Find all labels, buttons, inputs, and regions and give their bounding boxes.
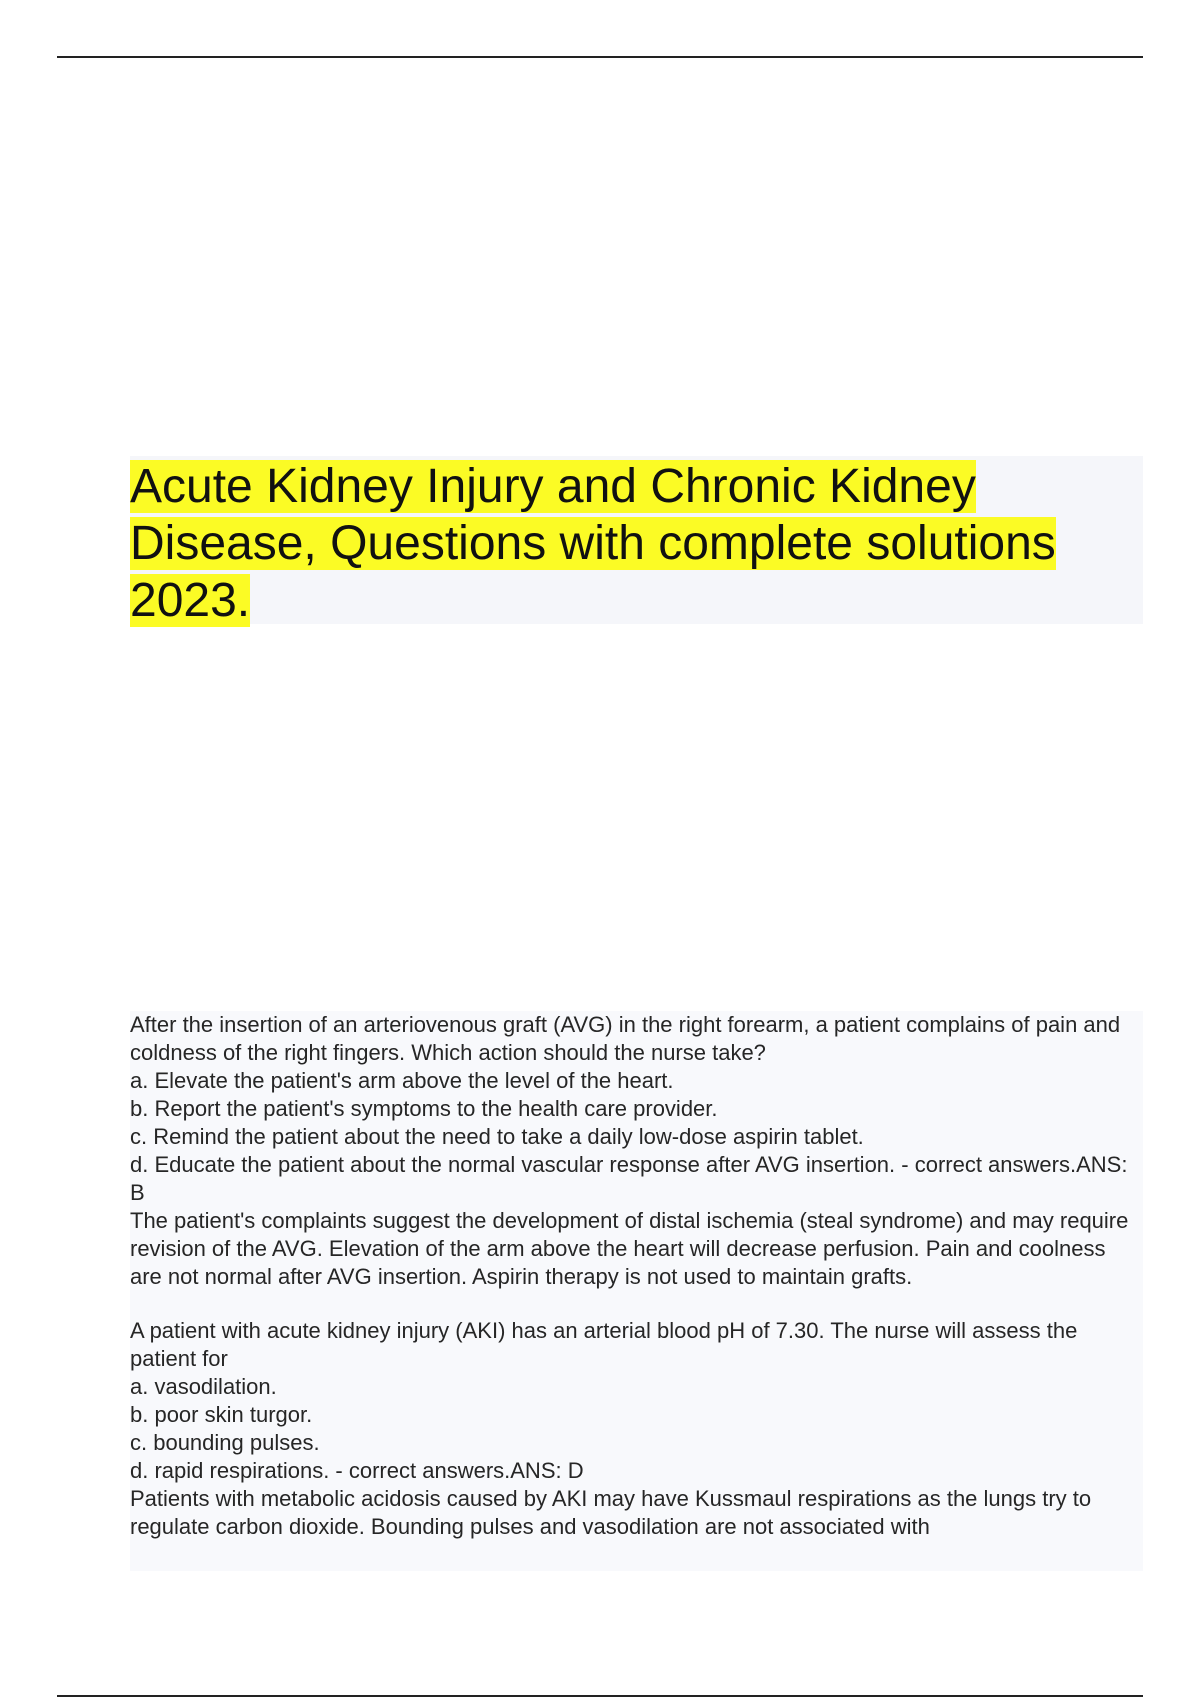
- question-2-rationale: Patients with metabolic acidosis caused by AKI may have Kussmaul respirations as the lungs try to regulate carbon dioxide. Bounding pulses and vasodilation are not associated with: [130, 1486, 1092, 1539]
- question-1-option-b: b. Report the patient's symptoms to the health care provider.: [130, 1096, 718, 1121]
- document-title-highlight: Acute Kidney Injury and Chronic Kidney Disease, Questions with complete solutions 2023.: [130, 460, 1056, 627]
- question-1-stem: After the insertion of an arteriovenous graft (AVG) in the right forearm, a patient complains of pain and coldness of the right fingers. Which action should the nurse take?: [130, 1012, 1121, 1065]
- title-block: [130, 456, 1143, 627]
- question-1-rationale: The patient's complaints suggest the development of distal ischemia (steal syndrome) and may require revision of the AVG. Elevation of the arm above the heart will decrease perfusion. Pain and coolness are not normal after AVG insertion. Aspirin therapy is not used to maintain grafts.: [130, 1208, 1129, 1289]
- document-title: [130, 456, 1143, 629]
- top-rule: [57, 56, 1143, 58]
- bottom-rule: [57, 1695, 1143, 1697]
- question-2-option-b: b. poor skin turgor.: [130, 1402, 313, 1427]
- question-2-option-d: d. rapid respirations. - correct answers.ANS: D: [130, 1458, 584, 1483]
- question-2-option-a: a. vasodilation.: [130, 1374, 277, 1399]
- question-1-option-c: c. Remind the patient about the need to take a daily low-dose aspirin tablet.: [130, 1124, 864, 1149]
- question-2-stem: A patient with acute kidney injury (AKI) has an arterial blood pH of 7.30. The nurse will assess the patient for: [130, 1318, 1078, 1371]
- question-separator: [130, 1291, 1143, 1317]
- question-1-option-a: a. Elevate the patient's arm above the level of the heart.: [130, 1068, 674, 1093]
- qa-content: [130, 1011, 1143, 1571]
- question-2-option-c: c. bounding pulses.: [130, 1430, 320, 1455]
- question-1-option-d: d. Educate the patient about the normal vascular response after AVG insertion. - correct answers.ANS: B: [130, 1152, 1128, 1205]
